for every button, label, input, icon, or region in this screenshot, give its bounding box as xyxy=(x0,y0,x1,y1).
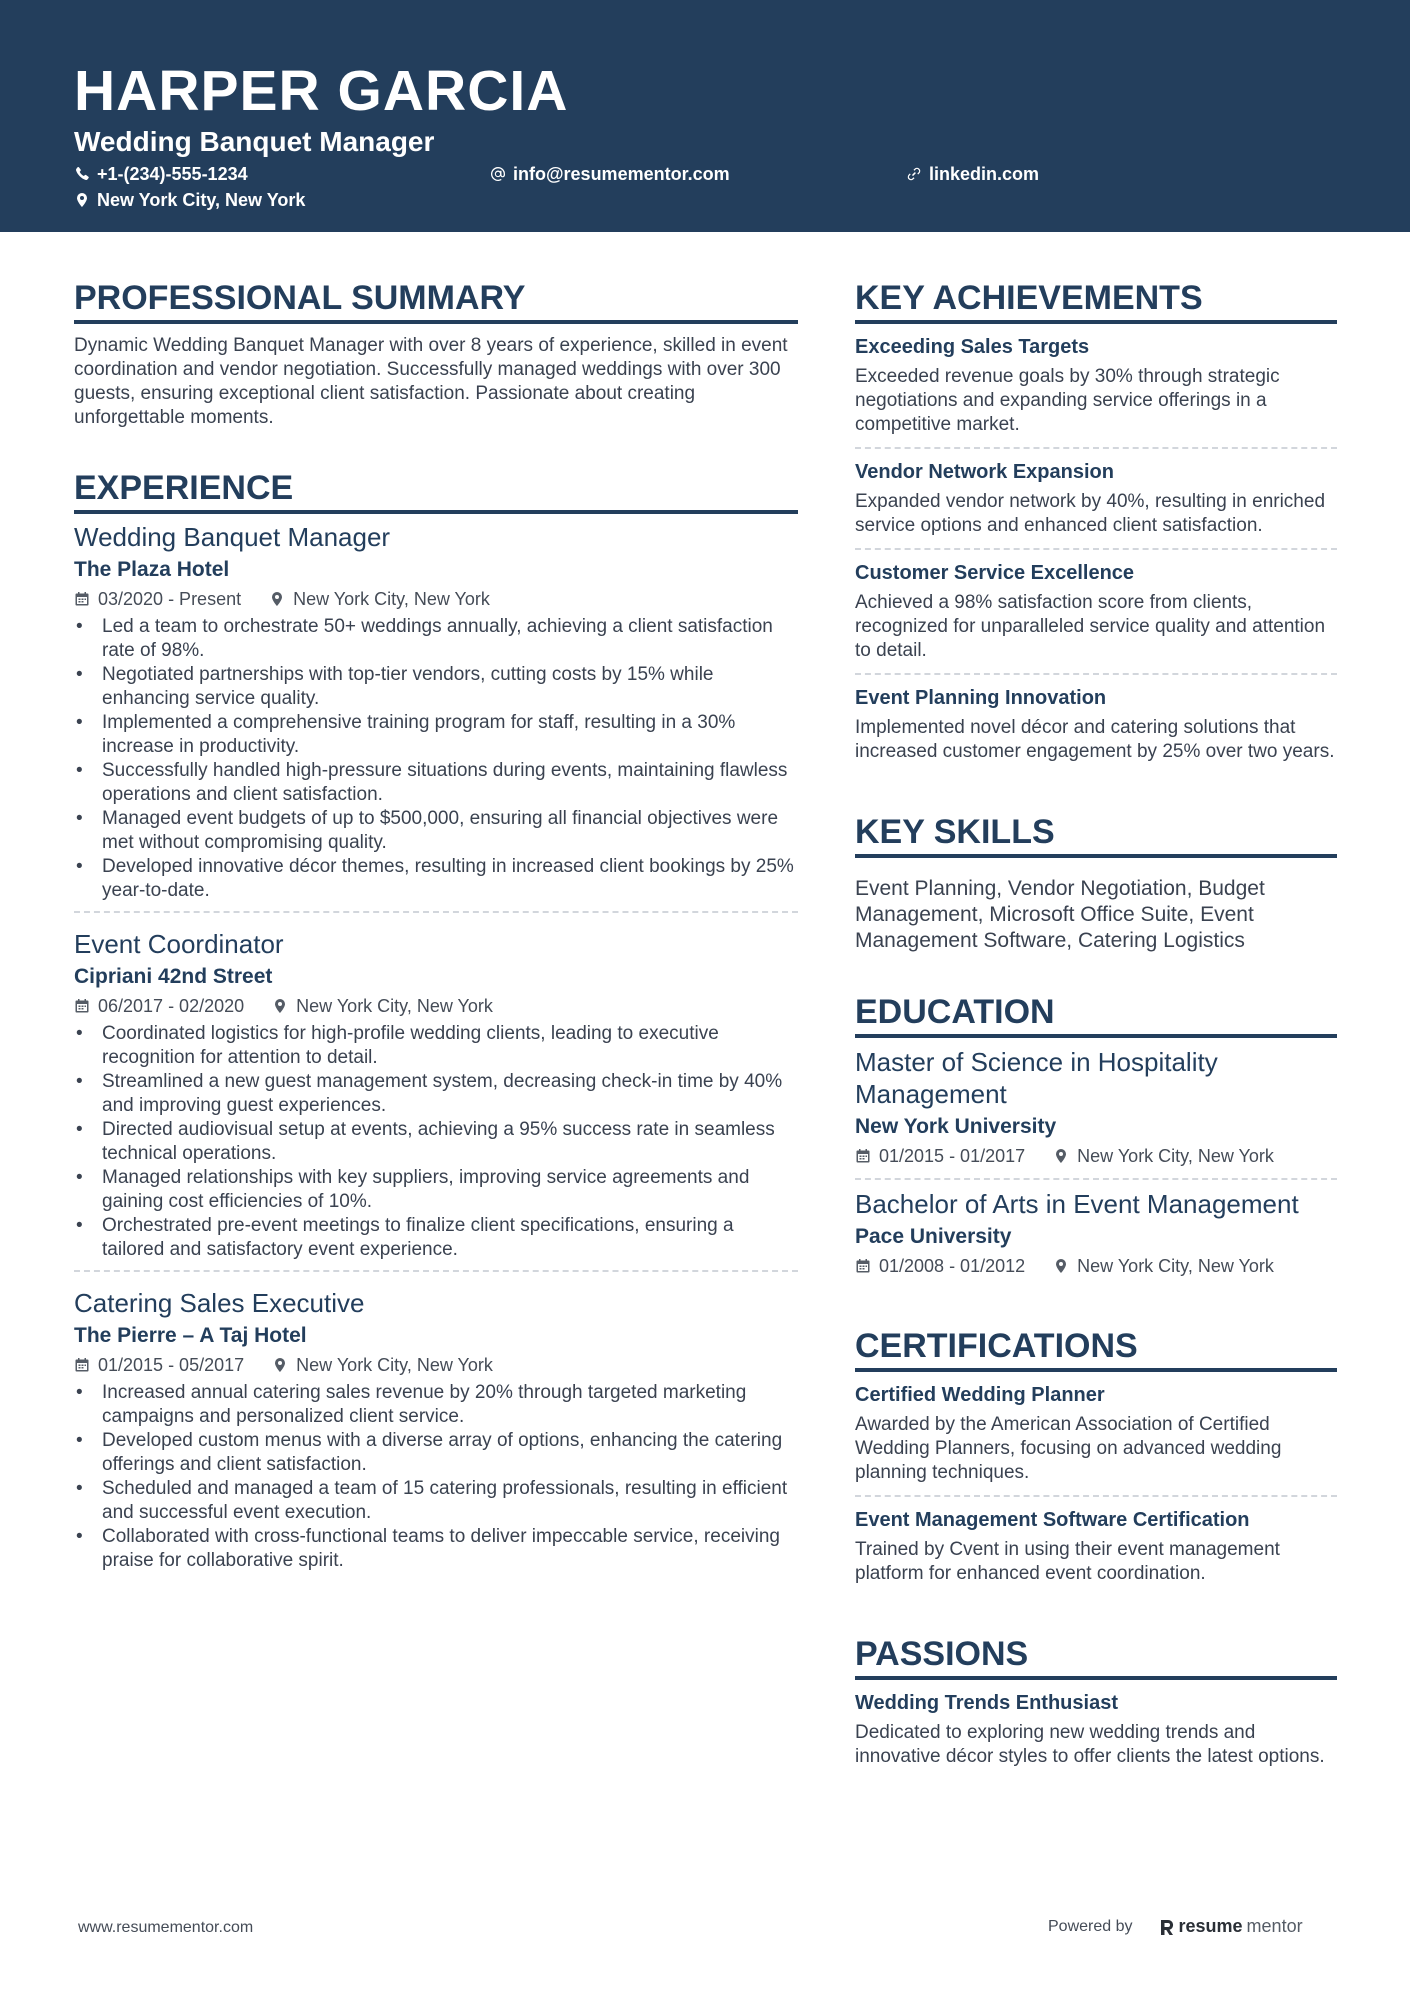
section-heading: PASSIONS xyxy=(855,1634,1337,1680)
phone-icon xyxy=(74,166,90,182)
list-item: • Orchestrated pre-event meetings to finalize client specifications, ensuring a tailored and satisfactory event experience. xyxy=(74,1214,798,1262)
job-dates xyxy=(74,994,244,1018)
job-meta xyxy=(74,587,798,611)
education-dates xyxy=(855,1254,1025,1278)
education-degree: Master of Science in Hospitality Management xyxy=(855,1047,1218,1109)
education-meta xyxy=(855,1144,1337,1168)
section-heading: CERTIFICATIONS xyxy=(855,1326,1337,1372)
certification-title: Event Management Software Certification xyxy=(855,1509,1250,1531)
list-item: • Directed audiovisual setup at events, achieving a 95% success rate in seamless technical operations. xyxy=(74,1118,798,1166)
job-location xyxy=(269,587,490,611)
calendar-icon xyxy=(74,1357,90,1373)
job-title: Wedding Banquet Manager xyxy=(74,522,391,552)
job-meta xyxy=(74,1353,798,1377)
location-pin-icon xyxy=(272,1357,288,1373)
job-bullets xyxy=(74,1381,798,1573)
summary-section xyxy=(74,278,798,430)
location-text: New York City, New York xyxy=(97,190,306,210)
achievements-section xyxy=(855,278,1337,774)
achievement-desc: Expanded vendor network by 40%, resulting in enriched service options and enhanced client satisfaction. xyxy=(855,491,1326,536)
experience-section xyxy=(74,468,798,1581)
certification-title: Certified Wedding Planner xyxy=(855,1384,1105,1406)
achievement-title: Customer Service Excellence xyxy=(855,562,1135,584)
list-item: • Successfully handled high-pressure situations during events, maintaining flawless operations and client satisfaction. xyxy=(74,759,798,807)
job-entry xyxy=(74,1270,798,1581)
education-dates-text: 01/2015 - 01/2017 xyxy=(879,1146,1026,1166)
list-item: • Coordinated logistics for high-profile wedding clients, leading to executive recognition for attention to detail. xyxy=(74,1022,798,1070)
job-dates-text: 01/2015 - 05/2017 xyxy=(98,1355,245,1375)
contact-location xyxy=(74,189,305,211)
location-pin-icon xyxy=(272,998,288,1014)
achievement-item xyxy=(855,324,1337,447)
achievement-item xyxy=(855,447,1337,548)
achievement-item xyxy=(855,673,1337,774)
achievement-item xyxy=(855,548,1337,673)
resume-header xyxy=(0,0,1410,232)
list-item: • Implemented a comprehensive training program for staff, resulting in a 30% increase in productivity. xyxy=(74,711,798,759)
contact-email[interactable] xyxy=(490,163,730,185)
education-item xyxy=(855,1038,1337,1178)
at-icon xyxy=(490,166,506,182)
job-bullets xyxy=(74,1022,798,1262)
education-school: Pace University xyxy=(855,1225,1012,1248)
education-school: New York University xyxy=(855,1115,1057,1138)
job-entry xyxy=(74,520,798,911)
job-title: Catering Sales Executive xyxy=(74,1288,365,1318)
candidate-name: HARPER GARCIA xyxy=(74,59,569,123)
job-dates-text: 03/2020 - Present xyxy=(98,589,242,609)
achievement-title: Event Planning Innovation xyxy=(855,687,1107,709)
brand-name-bold: resume xyxy=(1178,1916,1243,1936)
link-icon xyxy=(906,166,922,182)
location-pin-icon xyxy=(269,591,285,607)
phone-text: +1-(234)-555-1234 xyxy=(97,164,248,184)
passion-desc: Dedicated to exploring new wedding trends and innovative décor styles to offer clients the latest options. xyxy=(855,1722,1325,1767)
job-meta xyxy=(74,994,798,1018)
certification-item xyxy=(855,1495,1337,1596)
calendar-icon xyxy=(74,998,90,1014)
linkedin-text: linkedin.com xyxy=(929,164,1040,184)
section-heading: PROFESSIONAL SUMMARY xyxy=(74,278,798,324)
achievement-desc: Exceeded revenue goals by 30% through strategic negotiations and expanding service offerings in a competitive market. xyxy=(855,366,1280,435)
location-pin-icon xyxy=(1053,1258,1069,1274)
job-dates-text: 06/2017 - 02/2020 xyxy=(98,996,245,1016)
left-column xyxy=(74,278,798,1619)
job-bullets xyxy=(74,615,798,903)
calendar-icon xyxy=(855,1148,871,1164)
education-item xyxy=(855,1178,1337,1288)
education-section xyxy=(855,992,1337,1288)
list-item: • Negotiated partnerships with top-tier vendors, cutting costs by 15% while enhancing service quality. xyxy=(74,663,798,711)
education-location xyxy=(1053,1254,1274,1278)
section-heading: KEY ACHIEVEMENTS xyxy=(855,278,1337,324)
list-item: • Led a team to orchestrate 50+ weddings annually, achieving a client satisfaction rate of 98%. xyxy=(74,615,798,663)
powered-by-label: Powered by xyxy=(1048,1917,1133,1935)
certifications-section xyxy=(855,1326,1337,1596)
education-location xyxy=(1053,1144,1274,1168)
passions-section xyxy=(855,1634,1337,1779)
skills-text: Event Planning, Vendor Negotiation, Budget Management, Microsoft Office Suite, Event Management Software, Catering Logistics xyxy=(855,877,1265,952)
education-degree: Bachelor of Arts in Event Management xyxy=(855,1189,1299,1219)
footer-website[interactable]: www.resumementor.com xyxy=(78,1919,254,1936)
job-company: The Pierre – A Taj Hotel xyxy=(74,1324,307,1347)
education-dates xyxy=(855,1144,1025,1168)
achievement-title: Vendor Network Expansion xyxy=(855,461,1114,483)
job-title: Event Coordinator xyxy=(74,929,284,959)
job-dates xyxy=(74,1353,244,1377)
calendar-icon xyxy=(74,591,90,607)
list-item: • Managed relationships with key suppliers, improving service agreements and gaining cost efficiencies of 10%. xyxy=(74,1166,798,1214)
passion-title: Wedding Trends Enthusiast xyxy=(855,1692,1118,1714)
email-text: info@resumementor.com xyxy=(513,164,730,184)
section-heading: EXPERIENCE xyxy=(74,468,798,514)
section-heading: EDUCATION xyxy=(855,992,1337,1038)
education-location-text: New York City, New York xyxy=(1077,1146,1274,1166)
education-meta xyxy=(855,1254,1337,1278)
certification-desc: Trained by Cvent in using their event management platform for enhanced event coordination. xyxy=(855,1539,1280,1584)
list-item: • Developed innovative décor themes, resulting in increased client bookings by 25% year-to-date. xyxy=(74,855,798,903)
achievement-desc: Implemented novel décor and catering solutions that increased customer engagement by 25% over two years. xyxy=(855,717,1335,762)
contact-linkedin[interactable] xyxy=(906,163,1039,185)
resumementor-logo-icon xyxy=(1159,1918,1175,1936)
job-location xyxy=(272,994,493,1018)
calendar-icon xyxy=(855,1258,871,1274)
job-location-text: New York City, New York xyxy=(296,996,493,1016)
location-pin-icon xyxy=(74,192,90,208)
list-item: • Collaborated with cross-functional teams to deliver impeccable service, receiving praise for collaborative spirit. xyxy=(74,1525,798,1573)
footer-powered-by xyxy=(1048,1916,1303,1937)
contact-phone[interactable] xyxy=(74,163,248,185)
job-location-text: New York City, New York xyxy=(293,589,490,609)
job-company: The Plaza Hotel xyxy=(74,558,230,581)
job-dates xyxy=(74,587,241,611)
brand-logo[interactable] xyxy=(1159,1916,1303,1937)
achievement-desc: Achieved a 98% satisfaction score from clients, recognized for unparalleled service quality and attention to detail. xyxy=(855,592,1326,661)
education-location-text: New York City, New York xyxy=(1077,1256,1274,1276)
list-item: • Developed custom menus with a diverse array of options, enhancing the catering offerings and client satisfaction. xyxy=(74,1429,798,1477)
list-item: • Streamlined a new guest management system, decreasing check-in time by 40% and improving guest experiences. xyxy=(74,1070,798,1118)
candidate-title: Wedding Banquet Manager xyxy=(74,126,435,157)
job-location xyxy=(272,1353,493,1377)
summary-text: Dynamic Wedding Banquet Manager with over 8 years of experience, skilled in event coordination and vendor negotiation. Successfully managed weddings with over 300 guests, ensuring exceptional client satisfaction. Passionate about creating unforgettable moments. xyxy=(74,335,788,428)
list-item: • Scheduled and managed a team of 15 catering professionals, resulting in efficient and successful event execution. xyxy=(74,1477,798,1525)
certification-item xyxy=(855,1372,1337,1495)
location-pin-icon xyxy=(1053,1148,1069,1164)
job-location-text: New York City, New York xyxy=(296,1355,493,1375)
list-item: • Managed event budgets of up to $500,000, ensuring all financial objectives were met without compromising quality. xyxy=(74,807,798,855)
job-entry xyxy=(74,911,798,1270)
education-dates-text: 01/2008 - 01/2012 xyxy=(879,1256,1026,1276)
section-heading: KEY SKILLS xyxy=(855,812,1337,858)
list-item: • Increased annual catering sales revenue by 20% through targeted marketing campaigns and personalized client service. xyxy=(74,1381,798,1429)
brand-name-light: mentor xyxy=(1246,1916,1303,1936)
achievement-title: Exceeding Sales Targets xyxy=(855,336,1090,358)
right-column xyxy=(855,278,1337,1817)
passion-item xyxy=(855,1680,1337,1779)
certification-desc: Awarded by the American Association of Certified Wedding Planners, focusing on advanced wedding planning techniques. xyxy=(855,1414,1282,1483)
skills-section xyxy=(855,812,1337,954)
job-company: Cipriani 42nd Street xyxy=(74,965,273,988)
